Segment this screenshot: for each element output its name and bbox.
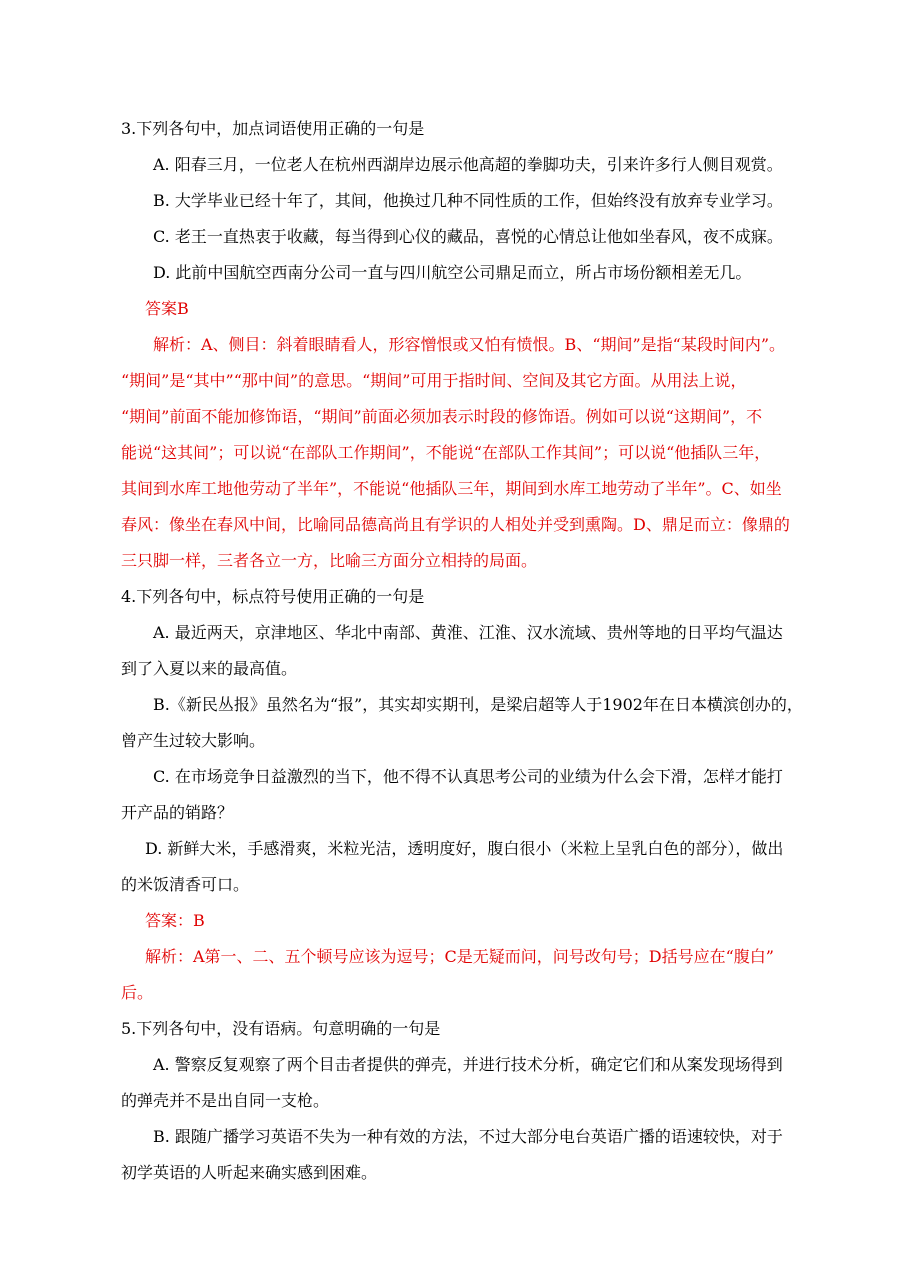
question-3-option-a: A. 阳春三月，一位老人在杭州西湖岸边展示他高超的拳脚功夫，引来许多行人侧目观赏。 bbox=[153, 155, 783, 174]
question-3-option-c: C. 老王一直热衷于收藏，每当得到心仪的藏品，喜悦的心情总让他如坐春风，夜不成寐。 bbox=[153, 227, 783, 246]
question-5-option-b-cont: 初学英语的人听起来确实感到困难。 bbox=[121, 1163, 378, 1182]
question-5-option-a: A. 警察反复观察了两个目击者提供的弹壳，并进行技术分析，确定它们和从案发现场得到 bbox=[153, 1055, 783, 1074]
question-3-analysis-line: “期间”前面不能加修饰语，“期间”前面必须加表示时段的修饰语。例如可以说“这期间”，不 bbox=[121, 407, 763, 426]
question-4-analysis-line: 解析：A第一、二、五个顿号应该为逗号；C是无疑而问，问号改句号；D括号应在“腹白” bbox=[145, 947, 774, 966]
question-3-analysis-line: 春风：像坐在春风中间，比喻同品德高尚且有学识的人相处并受到熏陶。D、鼎足而立：像鼎的 bbox=[121, 515, 790, 534]
question-4-option-a: A. 最近两天，京津地区、华北中南部、黄淮、江淮、汉水流域、贵州等地的日平均气温达 bbox=[153, 623, 783, 642]
question-3-answer: 答案B bbox=[145, 299, 189, 318]
question-4-option-c-cont: 开产品的销路？ bbox=[121, 803, 234, 822]
question-3-analysis-line: “期间”是“其中”“那中间”的意思。“期间”可用于指时间、空间及其它方面。从用法上说， bbox=[121, 371, 747, 390]
question-3-option-d: D. 此前中国航空西南分公司一直与四川航空公司鼎足而立，所占市场份额相差无几。 bbox=[153, 263, 752, 282]
question-3-option-b: B. 大学毕业已经十年了，其间，他换过几种不同性质的工作，但始终没有放弃专业学习。 bbox=[153, 191, 783, 210]
question-4-option-b: B.《新民丛报》虽然名为“报”，其实却实期刊，是梁启超等人于1902年在日本横滨创办的， bbox=[153, 695, 803, 714]
question-4-option-d: D. 新鲜大米，手感滑爽，米粒光洁，透明度好，腹白很小（米粒上呈乳白色的部分），做出 bbox=[145, 839, 784, 858]
question-3-analysis-line: 能说“这其间”；可以说“在部队工作期间”，不能说“在部队工作其间”；可以说“他插队三年， bbox=[121, 443, 771, 462]
question-4-option-c: C. 在市场竞争日益激烈的当下，他不得不认真思考公司的业绩为什么会下滑，怎样才能打 bbox=[153, 767, 783, 786]
question-4-analysis-line: 后。 bbox=[121, 983, 154, 1002]
question-5-option-b: B. 跟随广播学习英语不失为一种有效的方法，不过大部分电台英语广播的语速较快，对于 bbox=[153, 1127, 783, 1146]
question-4-option-d-cont: 的米饭清香可口。 bbox=[121, 875, 250, 894]
question-3-analysis-line: 三只脚一样，三者各立一方，比喻三方面分立相持的局面。 bbox=[121, 551, 538, 570]
question-4-answer: 答案：B bbox=[145, 911, 205, 930]
question-3-analysis-line: 其间到水库工地他劳动了半年”，不能说“他插队三年，期间到水库工地劳动了半年”。C、如坐 bbox=[121, 479, 782, 498]
question-4-stem: 4.下列各句中，标点符号使用正确的一句是 bbox=[121, 587, 425, 606]
question-4-option-b-cont: 曾产生过较大影响。 bbox=[121, 731, 266, 750]
question-5-stem: 5.下列各句中，没有语病。句意明确的一句是 bbox=[121, 1019, 441, 1038]
question-3-stem: 3.下列各句中，加点词语使用正确的一句是 bbox=[121, 119, 425, 138]
question-3-analysis-line: 解析：A、侧目：斜着眼睛看人，形容憎恨或又怕有愤恨。B、“期间”是指“某段时间内”。 bbox=[153, 335, 786, 354]
question-4-option-a-cont: 到了入夏以来的最高值。 bbox=[121, 659, 298, 678]
question-5-option-a-cont: 的弹壳并不是出自同一支枪。 bbox=[121, 1091, 330, 1110]
